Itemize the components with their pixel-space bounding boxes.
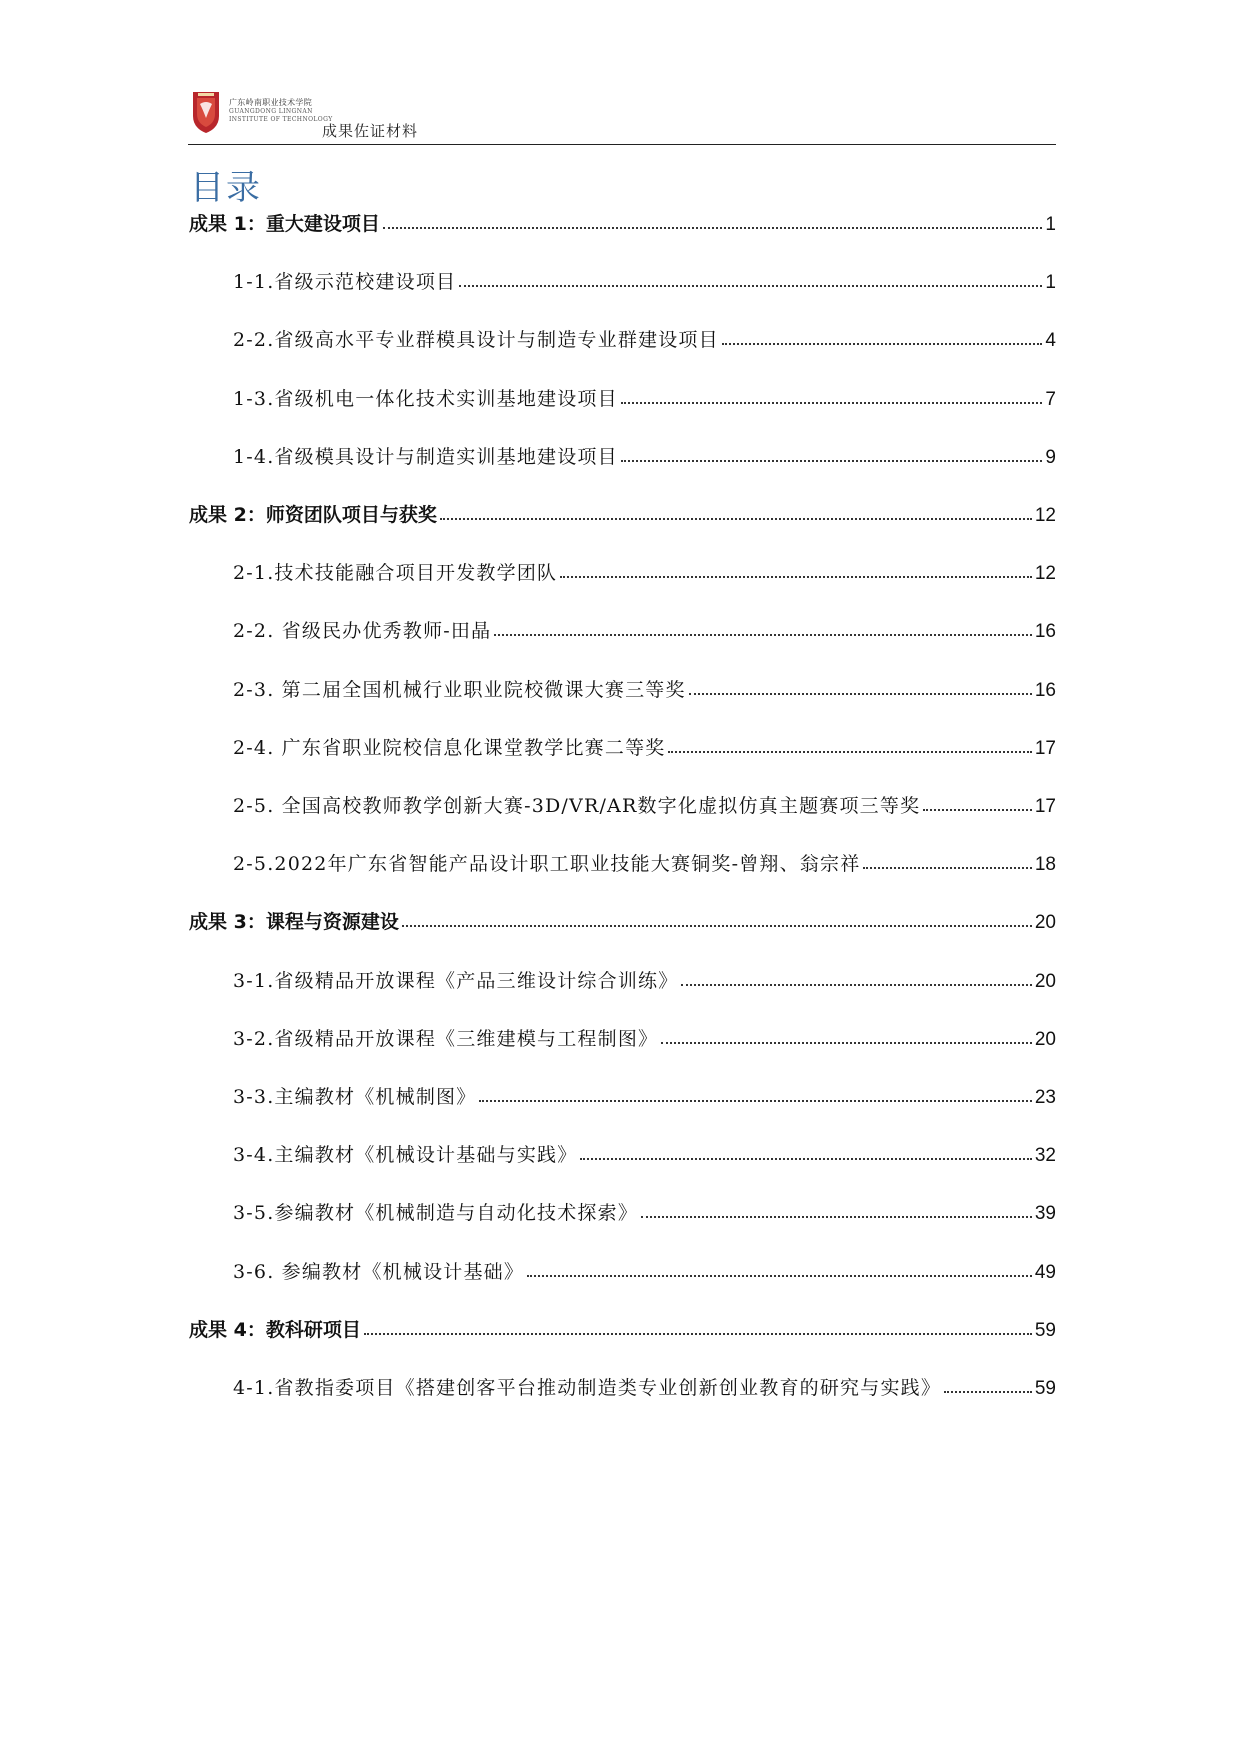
toc-page-number: 4	[1045, 330, 1056, 352]
toc-page-number: 20	[1034, 970, 1056, 992]
toc-page-number: 32	[1034, 1145, 1056, 1167]
toc-page-number: 12	[1034, 563, 1056, 585]
toc-dot-leader	[621, 402, 1043, 404]
toc-page-number: 17	[1034, 737, 1056, 759]
toc-entry-text: 2-3. 第二届全国机械行业职业院校微课大赛三等奖	[233, 678, 686, 701]
toc-entry-text: 1-3.省级机电一体化技术实训基地建设项目	[233, 387, 618, 410]
toc-subsection-entry[interactable]	[233, 266, 1056, 294]
toc-subsection-entry[interactable]	[233, 674, 1056, 702]
toc-dot-leader	[459, 285, 1042, 287]
toc-entry-text: 3-1.省级精品开放课程《产品三维设计综合训练》	[233, 969, 679, 992]
toc-dot-leader	[383, 227, 1043, 229]
school-name-cn: 广东岭南职业技术学院	[229, 98, 312, 107]
toc-subsection-entry[interactable]	[233, 732, 1056, 760]
toc-dot-leader	[479, 1100, 1031, 1102]
toc-page-number: 59	[1034, 1378, 1056, 1399]
toc-page-number: 1	[1045, 272, 1056, 294]
toc-entry-text: 3-4.主编教材《机械设计基础与实践》	[233, 1144, 578, 1167]
toc-dot-leader	[689, 693, 1032, 695]
toc-entry-text: 2-2.省级高水平专业群模具设计与制造专业群建设项目	[233, 329, 719, 352]
toc-subsection-entry[interactable]	[233, 1372, 1056, 1400]
toc-page-number: 12	[1034, 505, 1056, 526]
toc-section-entry[interactable]	[189, 1314, 1056, 1342]
toc-dot-leader	[494, 634, 1032, 636]
toc-page-number: 17	[1034, 796, 1056, 817]
toc-entry-text: 成果 3：课程与资源建设	[189, 911, 399, 934]
toc-dot-leader	[364, 1333, 1032, 1335]
toc-subsection-entry[interactable]	[233, 848, 1056, 876]
toc-subsection-entry[interactable]	[233, 1023, 1056, 1051]
page-header	[188, 90, 1056, 145]
toc-entry-text: 3-3.主编教材《机械制图》	[233, 1086, 477, 1108]
school-logo-icon	[192, 90, 220, 134]
toc-page-number: 23	[1034, 1087, 1056, 1108]
toc-subsection-entry[interactable]	[233, 965, 1056, 993]
toc-entry-text: 2-4. 广东省职业院校信息化课堂教学比赛二等奖	[233, 736, 666, 759]
toc-dot-leader	[527, 1275, 1032, 1277]
toc-entry-text: 2-1.技术技能融合项目开发教学团队	[233, 562, 558, 585]
toc-entry-text: 4-1.省教指委项目《搭建创客平台推动制造类专业创新创业教育的研究与实践》	[233, 1377, 942, 1399]
toc-entry-text: 3-6. 参编教材《机械设计基础》	[233, 1260, 525, 1283]
toc-entry-text: 成果 4：教科研项目	[189, 1318, 361, 1341]
toc-page-number: 20	[1034, 912, 1056, 934]
toc-dot-leader	[661, 1042, 1032, 1044]
toc-dot-leader	[641, 1216, 1032, 1218]
toc-subsection-entry[interactable]	[233, 615, 1056, 643]
toc-subsection-entry[interactable]	[233, 1081, 1056, 1109]
toc-dot-leader	[944, 1391, 1032, 1393]
toc-subsection-entry[interactable]	[233, 324, 1056, 352]
toc-subsection-entry[interactable]	[233, 1139, 1056, 1167]
toc-page-number: 16	[1034, 679, 1056, 701]
toc-subsection-entry[interactable]	[233, 557, 1056, 585]
toc-dot-leader	[402, 925, 1032, 927]
toc-entry-text: 1-1.省级示范校建设项目	[233, 271, 457, 294]
toc-subsection-entry[interactable]	[233, 1256, 1056, 1284]
toc-dot-leader	[863, 867, 1031, 869]
school-name-en-line1: GUANGDONG LINGNAN	[229, 108, 313, 115]
toc-subsection-entry[interactable]	[233, 790, 1056, 818]
toc-page-number: 59	[1034, 1319, 1056, 1341]
toc-dot-leader	[560, 576, 1032, 578]
toc-dot-leader	[722, 343, 1043, 345]
toc-page-number: 16	[1034, 621, 1056, 643]
document-title: 成果佐证材料	[322, 122, 419, 140]
toc-page-number: 7	[1045, 388, 1056, 410]
toc-entry-text: 3-2.省级精品开放课程《三维建模与工程制图》	[233, 1027, 659, 1050]
toc-page-number: 39	[1034, 1203, 1056, 1225]
toc-entry-text: 2-2. 省级民办优秀教师-田晶	[233, 620, 492, 643]
toc-section-entry[interactable]	[189, 906, 1056, 934]
toc-dot-leader	[580, 1158, 1031, 1160]
toc-page-number: 20	[1034, 1028, 1056, 1050]
school-name-en-line2: INSTITUTE OF TECHNOLOGY	[229, 116, 333, 123]
toc-subsection-entry[interactable]	[233, 441, 1056, 469]
toc-dot-leader	[440, 518, 1032, 520]
toc-subsection-entry[interactable]	[233, 1197, 1056, 1225]
toc-entry-text: 2-5.2022年广东省智能产品设计职工职业技能大赛铜奖-曾翔、翁宗祥	[233, 853, 861, 876]
toc-section-entry[interactable]	[189, 208, 1056, 236]
toc-page-number: 49	[1034, 1261, 1056, 1283]
toc-entry-text: 成果 1：重大建设项目	[189, 213, 380, 235]
toc-entry-text: 1-4.省级模具设计与制造实训基地建设项目	[233, 445, 618, 468]
toc-entry-text: 成果 2：师资团队项目与获奖	[189, 504, 437, 526]
toc-entry-text: 2-5. 全国高校教师教学创新大赛-3D/VR/AR数字化虚拟仿真主题赛项三等奖	[233, 795, 921, 817]
toc-section-entry[interactable]	[189, 499, 1056, 527]
toc-subsection-entry[interactable]	[233, 383, 1056, 411]
toc-heading: 目录	[190, 168, 262, 208]
toc-entry-text: 3-5.参编教材《机械制造与自动化技术探索》	[233, 1202, 639, 1225]
toc-page-number: 9	[1045, 446, 1056, 468]
toc-page-number: 18	[1034, 854, 1056, 876]
toc-dot-leader	[681, 984, 1031, 986]
toc-dot-leader	[621, 460, 1043, 462]
toc-page-number: 1	[1045, 214, 1056, 235]
toc-dot-leader	[668, 751, 1031, 753]
toc-dot-leader	[923, 809, 1032, 811]
